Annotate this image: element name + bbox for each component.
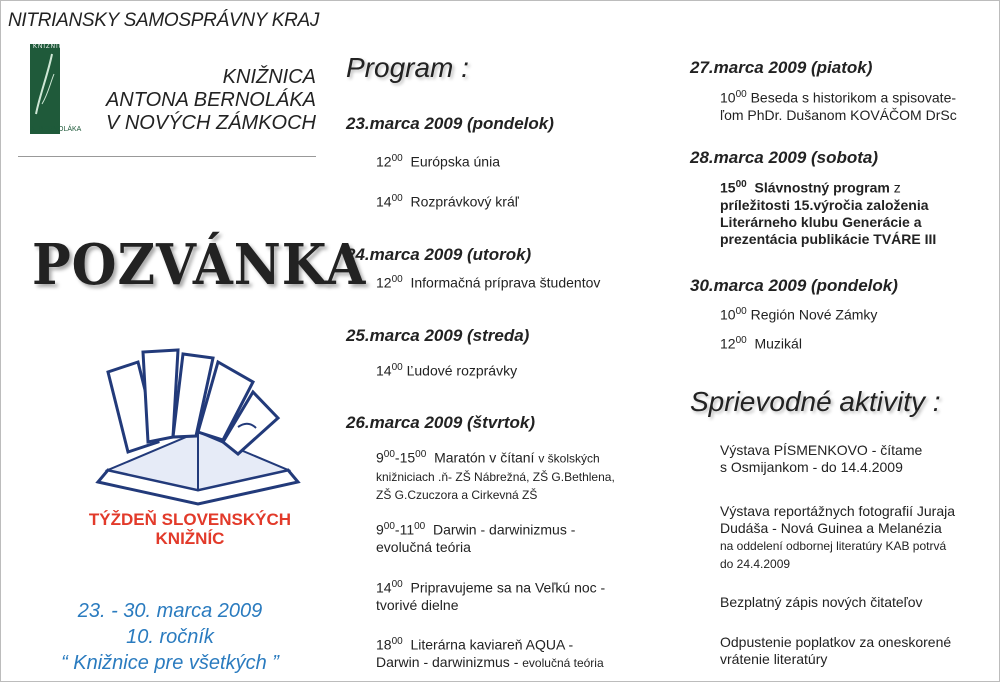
library-line-1: KNIŽNICA — [222, 66, 316, 88]
day-heading: 24.marca 2009 (utorok) — [346, 245, 532, 264]
day-heading: 28.marca 2009 (sobota) — [690, 148, 879, 167]
activity-item: Výstava PÍSMENKOVO - čítame s Osmijankom - do 14.4.2009 — [720, 442, 923, 475]
day-heading: 26.marca 2009 (štvrtok) — [346, 413, 536, 432]
dates-range: 23. - 30. marca 2009 — [77, 600, 263, 622]
logo-bottom-text: A. BERNOLÁKA — [30, 126, 82, 133]
library-line-3: V NOVÝCH ZÁMKOCH — [105, 112, 316, 134]
week-title — [80, 510, 300, 548]
program-item: $14^{00}$ Rozprávkový kráľ — [376, 193, 519, 210]
program-item: $12^{00}$ Muzikál — [720, 335, 802, 352]
program-heading: Program : — [346, 52, 469, 83]
activities-heading: Sprievodné aktivity : — [690, 386, 941, 417]
region-name: NITRIANSKY SAMOSPRÁVNY KRAJ — [8, 10, 320, 31]
week-line-2: KNIŽNÍC — [155, 529, 225, 548]
divider — [18, 156, 316, 157]
activity-item: Výstava reportážnych fotografií Juraja Dudáša - Nová Guinea a Melanézia na oddelení odbornej literatúry KAB potrvá do 24.4.2009 — [720, 503, 956, 571]
program-item: $10^{00}$ Región Nové Zámky — [720, 306, 878, 323]
activity-item: Bezplatný zápis nových čitateľov — [720, 594, 923, 610]
event-dates — [20, 598, 320, 676]
edition: 10. ročník — [126, 626, 214, 648]
program-item: $12^{00}$ Európska únia — [376, 153, 500, 170]
program-item: $15^{00}$ Slávnostný program z príležitosti 15.výročia založenia Literárneho klubu Generácie a prezentácia publikácie TVÁRE III — [720, 179, 937, 247]
program-item: $10^{00}$ Beseda s historikom a spisovate- ľom PhDr. Dušanom KOVÁČOM DrSc — [720, 89, 957, 123]
day-heading: 30.marca 2009 (pondelok) — [690, 276, 898, 295]
library-line-2: ANTONA BERNOLÁKA — [105, 89, 316, 111]
activity-item: Odpustenie poplatkov za oneskorené vrátenie literatúry — [720, 634, 952, 667]
day-heading: 27.marca 2009 (piatok) — [690, 58, 873, 77]
library-name — [56, 66, 316, 135]
open-book-illustration — [88, 332, 308, 512]
program-item: $18^{00}$ Literárna kaviareň AQUA - Darwin - darwinizmus - evolučná teória — [376, 636, 604, 670]
page-title: POZVÁNKA — [32, 232, 367, 298]
day-heading: 25.marca 2009 (streda) — [346, 326, 530, 345]
program-item: $9^{00}-11^{00}$ Darwin - darwinizmus - evolučná teória — [376, 521, 576, 555]
motto: “ Knižnice pre všetkých ” — [61, 652, 279, 674]
day-heading: 23.marca 2009 (pondelok) — [346, 114, 554, 133]
program-item: $9^{00}-15^{00}$ Maratón v čítaní v školských knižniciach .ň- ZŠ Nábrežná, ZŠ G.Bethlena, ZŠ G.Czuczora a Cirkevná ZŠ — [376, 449, 615, 502]
week-line-1: TÝŽDEŇ SLOVENSKÝCH — [88, 510, 292, 529]
program-item: $14^{00}$ Pripravujeme sa na Veľkú noc - tvorivé dielne — [376, 579, 606, 613]
program-item: $14^{00}$ Ľudové rozprávky — [376, 362, 518, 379]
program-item: $12^{00}$ Informačná príprava študentov — [376, 274, 601, 291]
logo-top-text: KNIŽNICA — [33, 44, 70, 50]
